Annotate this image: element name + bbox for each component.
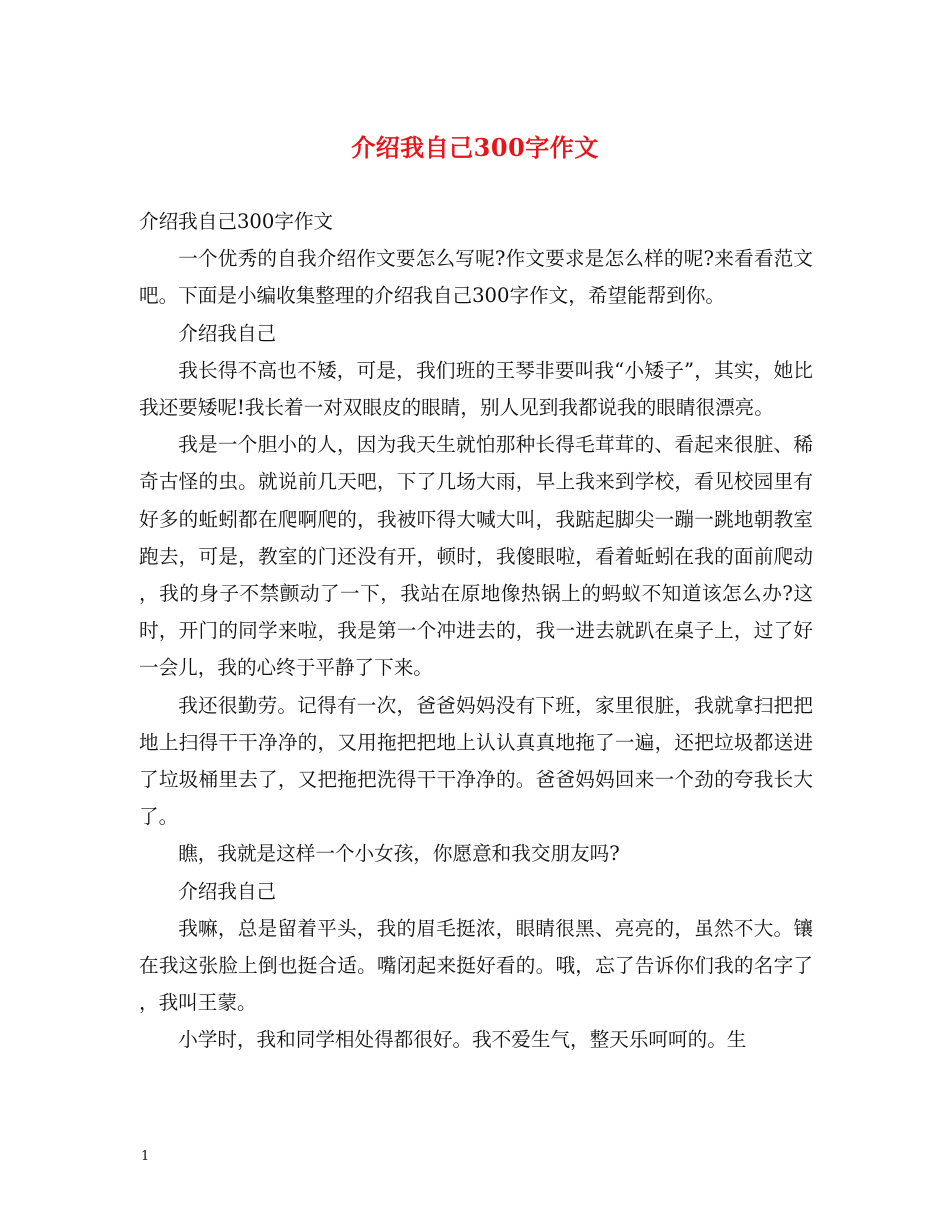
paragraph: 我嘛，总是留着平头，我的眉毛挺浓，眼睛很黑、亮亮的，虽然不大。镶在我这张脸上倒也挺合适。嘴闭起来挺好看的。哦，忘了告诉你们我的名字了，我叫王蒙。 bbox=[139, 916, 813, 1015]
document-body bbox=[139, 203, 813, 1059]
paragraph: 一个优秀的自我介绍作文要怎么写呢?作文要求是怎么样的呢?来看看范文吧。下面是小编收集整理的介绍我自己300字作文，希望能帮到你。 bbox=[139, 247, 813, 308]
section-heading: 介绍我自己 bbox=[178, 321, 277, 345]
section-heading: 介绍我自己 bbox=[178, 879, 277, 903]
paragraph: 我长得不高也不矮，可是，我们班的王琴非要叫我“小矮子”，其实，她比我还要矮呢!我长着一对双眼皮的眼睛，别人见到我都说我的眼睛很漂亮。 bbox=[139, 358, 813, 420]
paragraph: 小学时，我和同学相处得都很好。我不爱生气，整天乐呵呵的。生 bbox=[178, 1028, 747, 1052]
document-title: 介绍我自己300字作文 bbox=[351, 133, 599, 162]
paragraph: 瞧，我就是这样一个小女孩，你愿意和我交朋友吗? bbox=[178, 842, 620, 866]
paragraph: 我是一个胆小的人，因为我天生就怕那种长得毛茸茸的、看起来很脏、稀奇古怪的虫。就说前几天吧，下了几场大雨，早上我来到学校，看见校园里有好多的蚯蚓都在爬啊爬的，我被吓得大喊大叫，我踮起脚尖一蹦一跳地朝教室跑去，可是，教室的门还没有开，顿时，我傻眼啦，看着蚯蚓在我的面前爬动，我的身子不禁颤动了一下，我站在原地像热锅上的蚂蚁不知道该怎么办?这时，开门的同学来啦，我是第一个冲进去的，我一进去就趴在桌子上，过了好一会儿，我的心终于平静了下来。 bbox=[139, 433, 813, 680]
paragraph: 我还很勤劳。记得有一次，爸爸妈妈没有下班，家里很脏，我就拿扫把把地上扫得干干净净的，又用拖把把地上认认真真地拖了一遍，还把垃圾都送进了垃圾桶里去了，又把拖把洗得干干净净的。爸爸妈妈回来一个劲的夸我长大了。 bbox=[139, 693, 813, 829]
paragraph: 介绍我自己300字作文 bbox=[139, 210, 334, 233]
page-number: 1 bbox=[141, 1149, 150, 1164]
